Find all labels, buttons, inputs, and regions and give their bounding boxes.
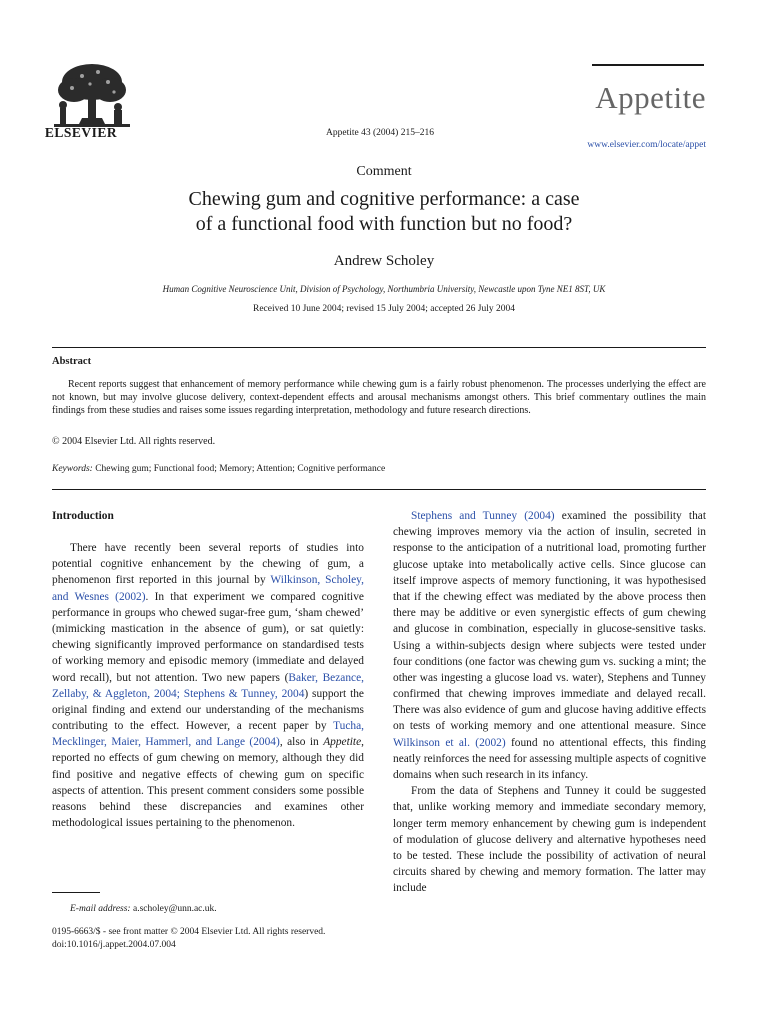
- author-name: Andrew Scholey: [333, 253, 435, 269]
- body-text: found no attentional effects, this finding neatly reinforces the need for assessing multiple aspects of cognitive domains when such research in its infancy.: [393, 736, 706, 781]
- body-text: examined the possibility that chewing improves memory via the action of insulin, secreted in response to the anticipation of a nutritional load, promoting further glucose uptake into metabolically active cells. Since glucose can itself improve aspects of memory functioning, it was hypothesised that if the chewing effect was mediated by the above process then there may be additive or even synergistic effects of gum chewing and glucose in combination, especially in glucose-sensitive tasks. Using a within-subjects design where subjects were tested under four conditions (one factor was chewing gum vs. sucking a mint; the other was ingesting a glucose load vs. water), Stephens and Tunney confirmed that chewing improves immediate and delayed recall. There was also evidence of gum and glucose having additive effects on tests of working memory and one attentional measure. Since: [393, 510, 706, 733]
- article-title-line-1: Chewing gum and cognitive performance: a case: [188, 188, 580, 210]
- citation-link[interactable]: Wilkinson et al. (2002): [393, 736, 506, 749]
- keywords: [52, 464, 385, 474]
- body-text: . In that experiment we compared cognitive performance in groups who chewed sugar-free gum, ‘sham chewed’ (mimicking mastication in the absence of gum), or sat quietly: chewing significantly improved performance on standardised tests of working memory and episodic memory (immediate and delayed word recall), but not attention. Two new papers (: [52, 590, 364, 684]
- body-text: There have recently been several reports of studies into potential cognitive enhancement by the chewing of gum, a phenomenon first reported in this journal by: [52, 542, 364, 587]
- email-label: E-mail address:: [70, 904, 131, 914]
- journal-name: Appetite: [595, 80, 706, 115]
- elsevier-tree-logo: [52, 60, 132, 128]
- abstract-bottom-rule: [52, 489, 706, 490]
- journal-header-rule: [592, 64, 704, 66]
- abstract-copyright: © 2004 Elsevier Ltd. All rights reserved.: [52, 436, 216, 447]
- body-text: , also in: [279, 736, 324, 749]
- footnote-rule: [52, 892, 100, 893]
- publisher-name: ELSEVIER: [44, 125, 118, 140]
- body-column-left: [52, 540, 364, 831]
- abstract-text: Recent reports suggest that enhancement of memory performance while chewing gum is a fairly robust phenomenon. The processes underlying the effect are not known, but may involve glucose delivery, context-dependent effects and arousal mechanisms amongst others. This brief commentary outlines the main findings from these studies and raises some issues regarding interpretation, methodology and future research directions.: [52, 379, 706, 417]
- author-affiliation: Human Cognitive Neuroscience Unit, Division of Psychology, Northumbria University, Newcastle upon Tyne NE1 8ST, UK: [162, 284, 606, 294]
- email-address[interactable]: a.scholey@unn.ac.uk.: [132, 904, 217, 914]
- body-paragraph: From the data of Stephens and Tunney it could be suggested that, unlike working memory and immediate secondary memory, longer term memory enhancement by chewing gum is independent of modulation of glucose delivery and alternative hypotheses need to be tested. These include the possibility of activation of neural circuits shared by chewing and memory formation. The latter may include: [393, 785, 706, 895]
- keywords-label: Keywords:: [52, 464, 93, 474]
- body-text: , reported no effects of gum chewing on memory, although they did find positive and negative effects of chewing gum on specific aspects of attention. This present comment considers some possible reasons behind these discrepancies and examines other methodological issues pertaining to the phenomenon.: [52, 736, 365, 830]
- body-text: ) support the original finding and extend our understanding of the mechanisms contributing to the effect. However, a recent paper by: [52, 687, 364, 733]
- intro-paragraph: [52, 540, 364, 831]
- journal-italic: Appetite: [323, 736, 362, 749]
- citation-link[interactable]: Stephens and Tunney (2004): [411, 510, 555, 522]
- citation-link[interactable]: Tucha, Mecklinger, Maier, Hammerl, and Lange (2004): [52, 720, 364, 749]
- citation-link[interactable]: Baker, Bezance, Zellaby, & Aggleton, 2004; Stephens & Tunney, 2004: [52, 671, 365, 700]
- email-footnote: [70, 904, 217, 914]
- article-title: [64, 187, 704, 237]
- abstract-heading: Abstract: [52, 356, 92, 367]
- citation-link[interactable]: Wilkinson, Scholey, and Wesnes (2002): [52, 574, 364, 603]
- keywords-list: Chewing gum; Functional food; Memory; Attention; Cognitive performance: [95, 464, 386, 474]
- abstract-body: [52, 378, 706, 418]
- journal-url-link[interactable]: www.elsevier.com/locate/appet: [587, 140, 706, 150]
- doi-line: doi:10.1016/j.appet.2004.07.004: [52, 940, 176, 950]
- article-dates: Received 10 June 2004; revised 15 July 2004; accepted 26 July 2004: [253, 304, 515, 314]
- article-title-line-2: of a functional food with function but no food?: [195, 213, 573, 235]
- body-column-right: [393, 508, 706, 897]
- journal-reference: Appetite 43 (2004) 215–216: [326, 128, 434, 138]
- article-type: Comment: [356, 164, 412, 179]
- issn-line: 0195-6663/$ - see front matter © 2004 Elsevier Ltd. All rights reserved.: [52, 927, 326, 937]
- section-heading-introduction: Introduction: [52, 510, 114, 522]
- abstract-top-rule: [52, 347, 706, 348]
- body-paragraph: [393, 508, 706, 783]
